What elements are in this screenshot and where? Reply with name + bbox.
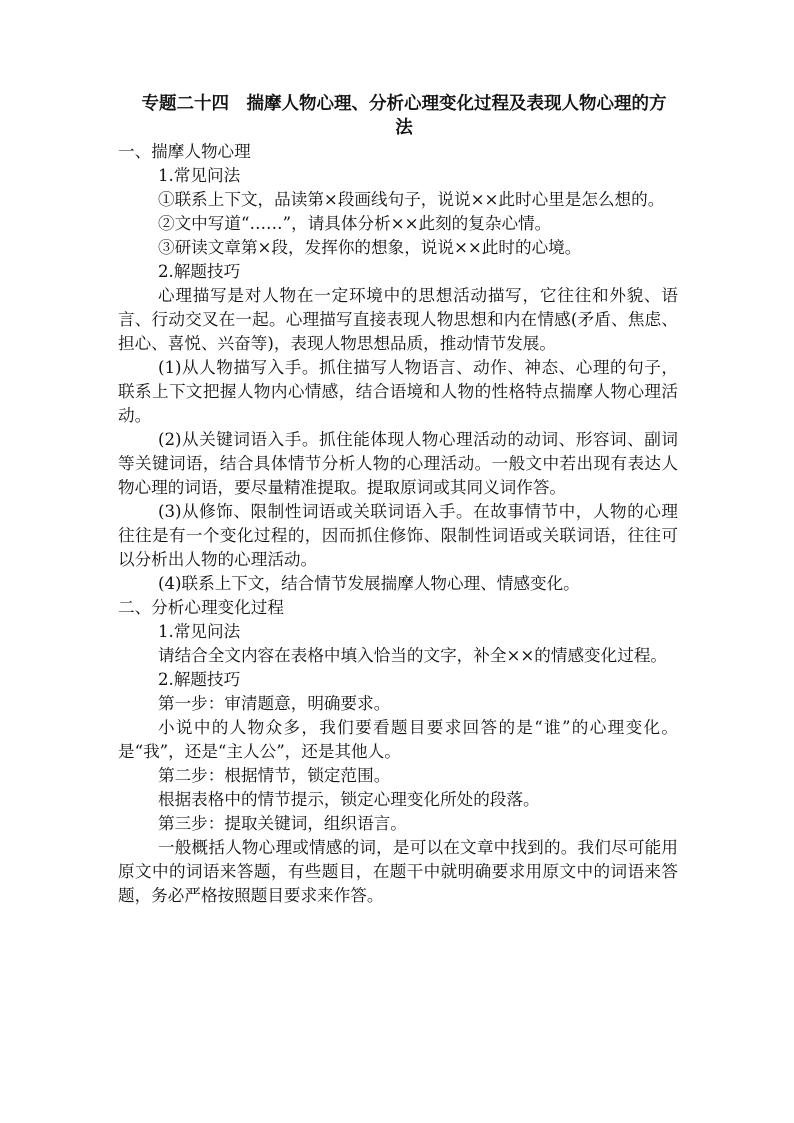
section-2-subheading-tips: 2.解题技巧: [158, 670, 241, 689]
section-2-subheading-questions: 1.常见问法: [158, 622, 241, 641]
section-1-tip-4: (4)联系上下文，结合情节发展揣摩人物心理、情感变化。: [158, 574, 580, 593]
section-2-step-3: 第三步：提取关键词，组织语言。: [158, 814, 407, 833]
section-2-heading: 二、分析心理变化过程: [118, 598, 284, 617]
section-2-step-1-text: 小说中的人物众多，我们要看题目要求回答的是“谁”的心理变化。是“我”，还是“主人公”，还是其他人。: [118, 718, 678, 761]
section-1-tip-1: (1)从人物描写入手。抓住描写人物语言、动作、神态、心理的句子，联系上下文把握人物内心情感，结合语境和人物的性格特点揣摩人物心理活动。: [118, 358, 678, 425]
section-2-question-1: 请结合全文内容在表格中填入恰当的文字，补全××的情感变化过程。: [158, 646, 668, 665]
section-1-tip-2: (2)从关键词语入手。抓住能体现人物心理活动的动词、形容词、副词等关键词语，结合具体情节分析人物的心理活动。一般文中若出现有表达人物心理的词语，要尽量精准提取。提取原词或其同义词作答。: [118, 430, 678, 497]
section-1-question-3: ③研读文章第×段，发挥你的想象，说说××此时的心境。: [158, 238, 582, 257]
section-1-subheading-tips: 2.解题技巧: [158, 262, 241, 281]
section-2-step-1: 第一步：审清题意，明确要求。: [158, 694, 391, 713]
section-2-step-2: 第二步：根据情节，锁定范围。: [158, 766, 391, 785]
section-1-question-1: ①联系上下文，品读第×段画线句子，说说××此时心里是怎么想的。: [158, 190, 665, 209]
section-1-tip-3: (3)从修饰、限制性词语或关联词语入手。在故事情节中，人物的心理往往是有一个变化过程的，因而抓住修饰、限制性词语或关联词语，往往可以分析出人物的心理活动。: [118, 502, 678, 569]
section-1-subheading-questions: 1.常见问法: [158, 166, 241, 185]
section-2-step-3-text: 一般概括人物心理或情感的词，是可以在文章中找到的。我们尽可能用原文中的词语来答题，有些题目，在题干中就明确要求用原文中的词语来答题，务必严格按照题目要求来作答。: [118, 838, 678, 905]
section-1-intro-paragraph: 心理描写是对人物在一定环境中的思想活动描写，它往往和外貌、语言、行动交叉在一起。心理描写直接表现人物思想和内在情感(矛盾、焦虑、担心、喜悦、兴奋等)，表现人物思想品质，推动情节发展。: [118, 286, 678, 353]
document-page: [118, 92, 678, 908]
section-2-step-2-text: 根据表格中的情节提示，锁定心理变化所处的段落。: [158, 790, 540, 809]
section-1-heading: 一、揣摩人物心理: [118, 142, 251, 161]
section-1-question-2: ②文中写道“……”，请具体分析××此刻的复杂心情。: [158, 214, 552, 233]
document-title: 专题二十四 揣摩人物心理、分析心理变化过程及表现人物心理的方法: [141, 94, 667, 138]
